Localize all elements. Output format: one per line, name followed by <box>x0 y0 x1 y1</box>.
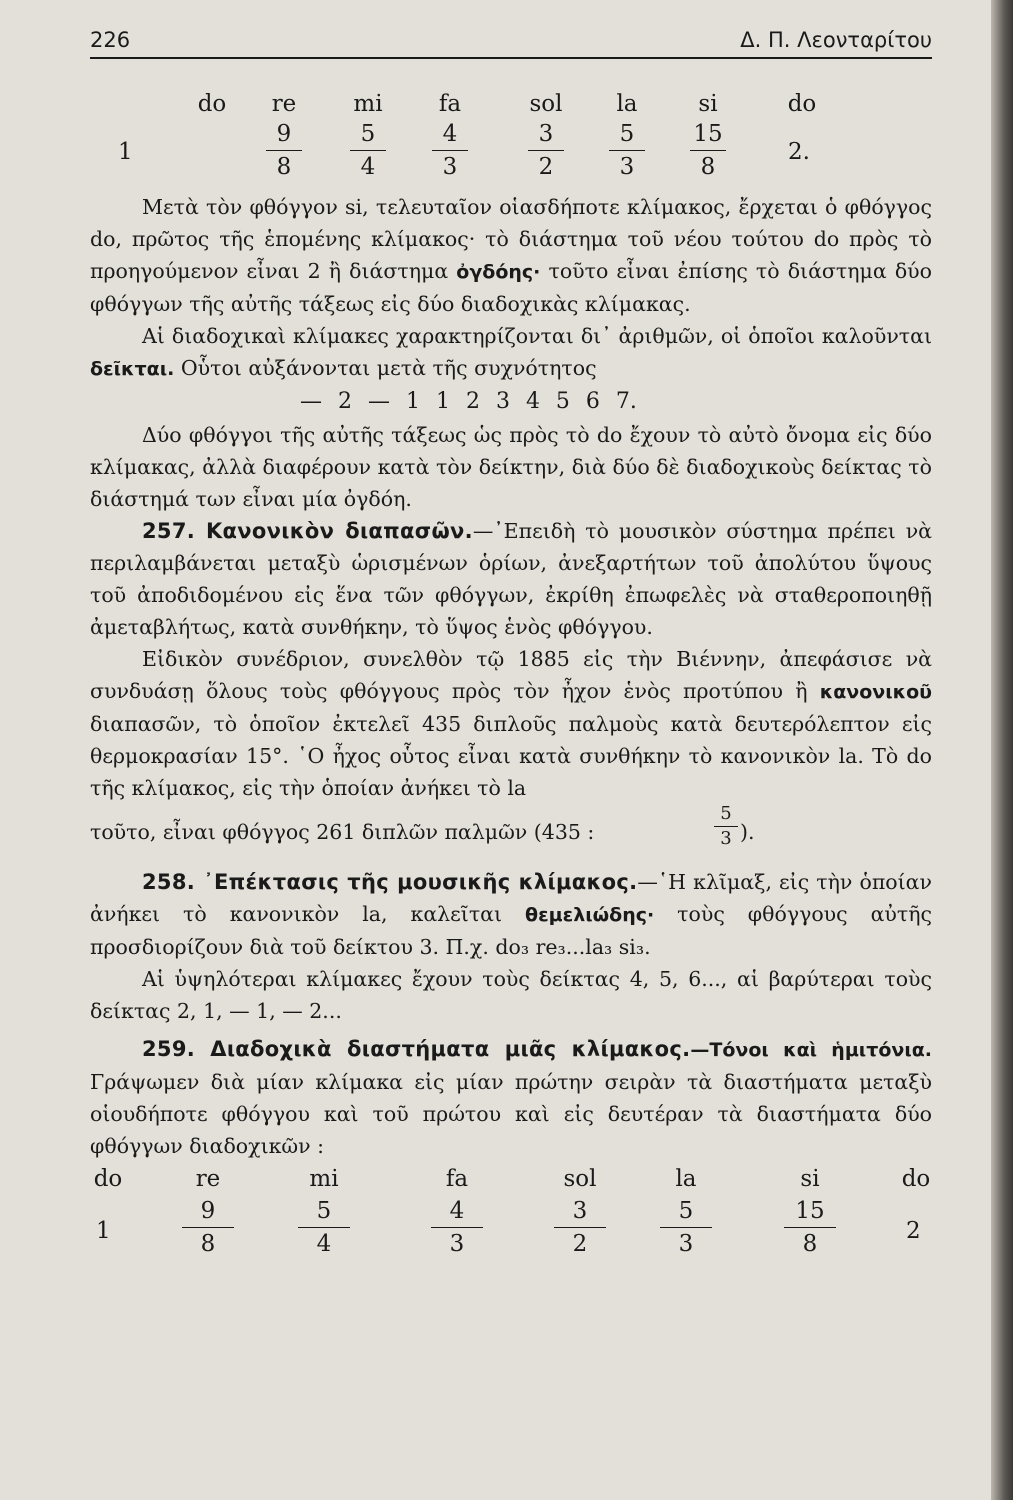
scale-note: sol <box>529 91 563 117</box>
scale-note: do <box>197 91 227 117</box>
scale-note: si <box>698 91 718 117</box>
section-259-title: 259. Διαδοχικὰ διαστήματα μιᾶς κλίμακος. <box>142 1037 691 1061</box>
scale-note: mi <box>309 1166 339 1192</box>
scale-note: fa <box>445 1166 469 1192</box>
scale-note: sol <box>563 1166 597 1192</box>
scale-last-ratio: 2 <box>906 1218 921 1244</box>
scale-last-ratio: 2. <box>788 139 810 165</box>
running-header <box>90 28 932 59</box>
section-257: 257. Κανονικὸν διαπασῶν.—᾽Επειδὴ τὸ μουσικὸν σύστημα πρέπει νὰ περιλαμβάνεται μεταξὺ ὡρισμένων ὁρίων, ἀνεξαρτήτων τοῦ ἀπολύτου ὕψους τοῦ ἀποδιδομένου εἰς ἕνα τῶν φθόγγων, ἐκρίθη ἐπωφελὲς νὰ σταθεροποιηθῇ ἀμεταβλήτως, κατὰ συνθήκην, τὸ ὕψος ἑνὸς φθόγγου. <box>90 519 932 639</box>
scale-ratio: 15 8 <box>684 121 732 180</box>
scale-table-2 <box>90 1166 932 1286</box>
page-number: 226 <box>90 28 131 52</box>
paragraph-higher-scales: Αἱ ὑψηλότεραι κλίμακες ἔχουν τοὺς δείκτας 4, 5, 6..., αἱ βαρύτεραι τοὺς δείκτας 2, 1, — 1, — 2... <box>90 967 932 1023</box>
scale-note: si <box>800 1166 820 1192</box>
scale-ratio: 15 8 <box>782 1198 838 1257</box>
section-258-title: 258. ᾽Επέκτασις τῆς μουσικῆς κλίμακος. <box>142 870 638 894</box>
scale-note: do <box>787 91 817 117</box>
paragraph-same-order: Δύο φθόγγοι τῆς αὐτῆς τάξεως ὡς πρὸς τὸ do ἔχουν τὸ αὐτὸ ὄνομα εἰς δύο κλίμακας, ἀλλὰ διαφέρουν κατὰ τὸν δείκτην, διὰ δύο δὲ διαδοχικοὺς δείκτας τὸ διάστημά των εἶναι μία ὀγδόη. <box>90 423 932 511</box>
scale-table-1 <box>90 91 932 191</box>
section-259: 259. Διαδοχικὰ διαστήματα μιᾶς κλίμακος.—Τόνοι καὶ ἡμιτόνια. Γράψωμεν διὰ μίαν κλίμακα εἰς μίαν πρώτην σειρὰν τὰ διαστήματα μεταξὺ οἱουδήποτε φθόγγου καὶ τοῦ πρώτου καὶ εἰς δευτέραν τὰ διαστήματα δύο φθόγγων διαδοχικῶν : <box>90 1037 933 1158</box>
scale-note: fa <box>438 91 462 117</box>
section-258: 258. ᾽Επέκτασις τῆς μουσικῆς κλίμακος.—῾Η κλῖμαξ, εἰς τὴν ὁποίαν ἀνήκει τὸ κανονικὸν la, καλεῖται θεμελιώδης· τοὺς φθόγγους αὐτῆς προσδιορίζουν διὰ τοῦ δείκτου 3. Π.χ. do₃ re₃...la₃ si₃. <box>90 870 932 959</box>
scale-ratio: 5 3 <box>603 121 651 180</box>
scale-note: re <box>271 91 297 117</box>
scale-ratio: 5 4 <box>296 1198 352 1257</box>
scale-ratio: 3 2 <box>522 121 570 180</box>
paragraph-indices: Αἱ διαδοχικαὶ κλίμακες χαρακτηρίζονται δι᾽ ἀριθμῶν, οἱ ὁποῖοι καλοῦνται δεῖκται. Οὗτοι αὐξάνονται μετὰ τῆς συχνότητος <box>90 324 932 380</box>
page-edge-shadow <box>991 0 1013 1500</box>
scale-note: do <box>93 1166 123 1192</box>
paragraph-vienna-last-line: τοῦτο, εἶναι φθόγγος 261 διπλῶν παλμῶν (435 : 5 3 ). <box>90 803 755 849</box>
scale-note: do <box>901 1166 931 1192</box>
scale-first-ratio: 1 <box>118 139 133 165</box>
inline-fraction: 5 3 <box>712 804 740 849</box>
book-page <box>90 28 932 1286</box>
paragraph-vienna-congress: Εἰδικὸν συνέδριον, συνελθὸν τῷ 1885 εἰς τὴν Βιέννην, ἀπεφάσισε νὰ συνδυάσῃ ὅλους τοὺς φθόγγους πρὸς τὸν ἦχον ἑνὸς προτύπου ἢ κανονικοῦ διαπασῶν, τὸ ὁποῖον ἐκτελεῖ 435 διπλοῦς παλμοὺς κατὰ δευτερόλεπτον εἰς θερμοκρασίαν 15°. ῾Ο ἦχος οὗτος εἶναι κατὰ συνθήκην τὸ κανονικὸν la. Τὸ do τῆς κλίμακος, εἰς τὴν ὁποίαν ἀνήκει τὸ la <box>90 647 932 800</box>
index-sequence: — 2 — 1 1 2 3 4 5 6 7. <box>300 389 637 414</box>
running-author: Δ. Π. Λεονταρίτου <box>740 28 932 52</box>
scale-note: re <box>195 1166 221 1192</box>
scale-first-ratio: 1 <box>96 1218 111 1244</box>
scale-ratio: 9 8 <box>180 1198 236 1257</box>
scale-ratio: 5 4 <box>344 121 392 180</box>
paragraph-interval-octave: Μετὰ τὸν φθόγγον si, τελευταῖον οἱασδήποτε κλίμακος, ἔρχεται ὁ φθόγγος do, πρῶτος τῆς ἑπομένης κλίμακος· τὸ διάστημα τοῦ νέου τούτου do πρὸς τὸ προηγούμενον εἶναι 2 ἢ διάστημα ὀγδόης· τοῦτο εἶναι ἐπίσης τὸ διάστημα δύο φθόγγων τῆς αὐτῆς τάξεως εἰς δύο διαδοχικὰς κλίμακας. <box>90 195 932 316</box>
scale-ratio: 5 3 <box>658 1198 714 1257</box>
scale-ratio: 9 8 <box>260 121 308 180</box>
scale-ratio: 3 2 <box>552 1198 608 1257</box>
scale-note: mi <box>353 91 383 117</box>
scale-note: la <box>675 1166 697 1192</box>
section-257-title: 257. Κανονικὸν διαπασῶν. <box>142 519 473 543</box>
scale-ratio: 4 3 <box>429 1198 485 1257</box>
scale-ratio: 4 3 <box>426 121 474 180</box>
scale-note: la <box>616 91 638 117</box>
